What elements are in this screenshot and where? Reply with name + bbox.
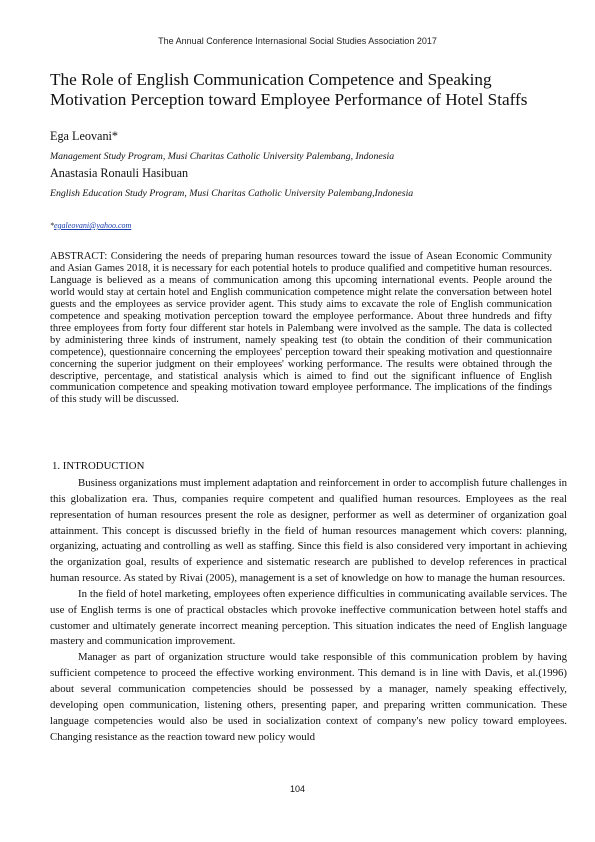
- author-affiliation: English Education Study Program, Musi Charitas Catholic University Palembang,Indonesia: [50, 188, 414, 199]
- section-heading: 1. INTRODUCTION: [52, 460, 145, 472]
- author-name: Ega Leovani*: [50, 129, 119, 143]
- body-paragraph: Business organizations must implement adaptation and reinforcement in order to accomplish future challenges in this globalization era. Thus, companies require competent and qualified human resources. Employees as the real representation of human resources present the role as designer, performer as well as determiner of organization goal attainment. This concept is discussed briefly in the field of human resources management which covers: planning, organizing, actuating and controlling as well as staffing. Since this field is also considered very important in achieving the organization goal, results of experience and sistematic research are published to develop references in practical human resource. As stated by Rivai (2005), management is a set of knowledge on how to manage the human resources.: [50, 477, 567, 585]
- body-paragraph: In the field of hotel marketing, employees often experience difficulties in communicating available services. The use of English terms is one of practical obstacles which provoke ineffective communication between hotel staffs and customer and ultimately generate incorrect meaning perception. This situation indicates the need of English language mastery and communication improvement.: [50, 587, 567, 648]
- running-header: The Annual Conference Internasional Social Studies Association 2017: [158, 36, 437, 46]
- paper-title-line-1: The Role of English Communication Competence and Speaking: [50, 70, 492, 89]
- author-name: Anastasia Ronauli Hasibuan: [50, 166, 189, 180]
- email-link[interactable]: egaleovani@yahoo.com: [54, 221, 132, 230]
- body-paragraph: Manager as part of organization structure would take responsible of this communication problem by having sufficient competence to proceed the effective working environment. This demand is in line with Davis, et al.(1996) about several communication competencies should be possessed by a manager, namely speaking effectively, developing open communication, listening others, presenting paper, and preparing written communication. These language competencies would also be used in socialization context of company's new policy toward employees. Changing resistance as the reaction toward new policy would: [50, 651, 567, 743]
- body-text: [50, 476, 567, 745]
- author-affiliation: Management Study Program, Musi Charitas Catholic University Palembang, Indonesia: [50, 151, 395, 162]
- paper-title-line-2: Motivation Perception toward Employee Performance of Hotel Staffs: [50, 90, 528, 109]
- page-number: 104: [289, 784, 306, 794]
- email-marker: *: [50, 221, 54, 230]
- abstract: ABSTRACT: Considering the needs of preparing human resources toward the issue of Asean Economic Community and Asian Games 2018, it is necessary for each potential hotels to produce qualified and competitive human resources. Language is believed as a means of communication among this upcoming international events. People around the world would stay at certain hotel and English communication competence might relate the conversation between hotel guests and the employees as service provider agent. This study aims to excavate the role of English communication competence and speaking motivation perception toward the employee performance. About three hundreds and fifty three employees from forty four different star hotels in Palembang were involved as the sample. The data is collected by administering three kinds of instrument, namely speaking test (to obtain the condition of their communication competence), questionnaire concerning the employees' perception toward their speaking motivation and questionnaire concerning the superior judgment on their employees' working performance. The results were obtained through the descriptive, percentage, and statistical analysis which is aimed to find out the significant influence of English communication competence and speaking motivation toward employee performance. The implications of the findings of this study will be discussed.: [50, 251, 552, 406]
- paper-title: [50, 70, 560, 110]
- corresponding-email: [50, 221, 131, 230]
